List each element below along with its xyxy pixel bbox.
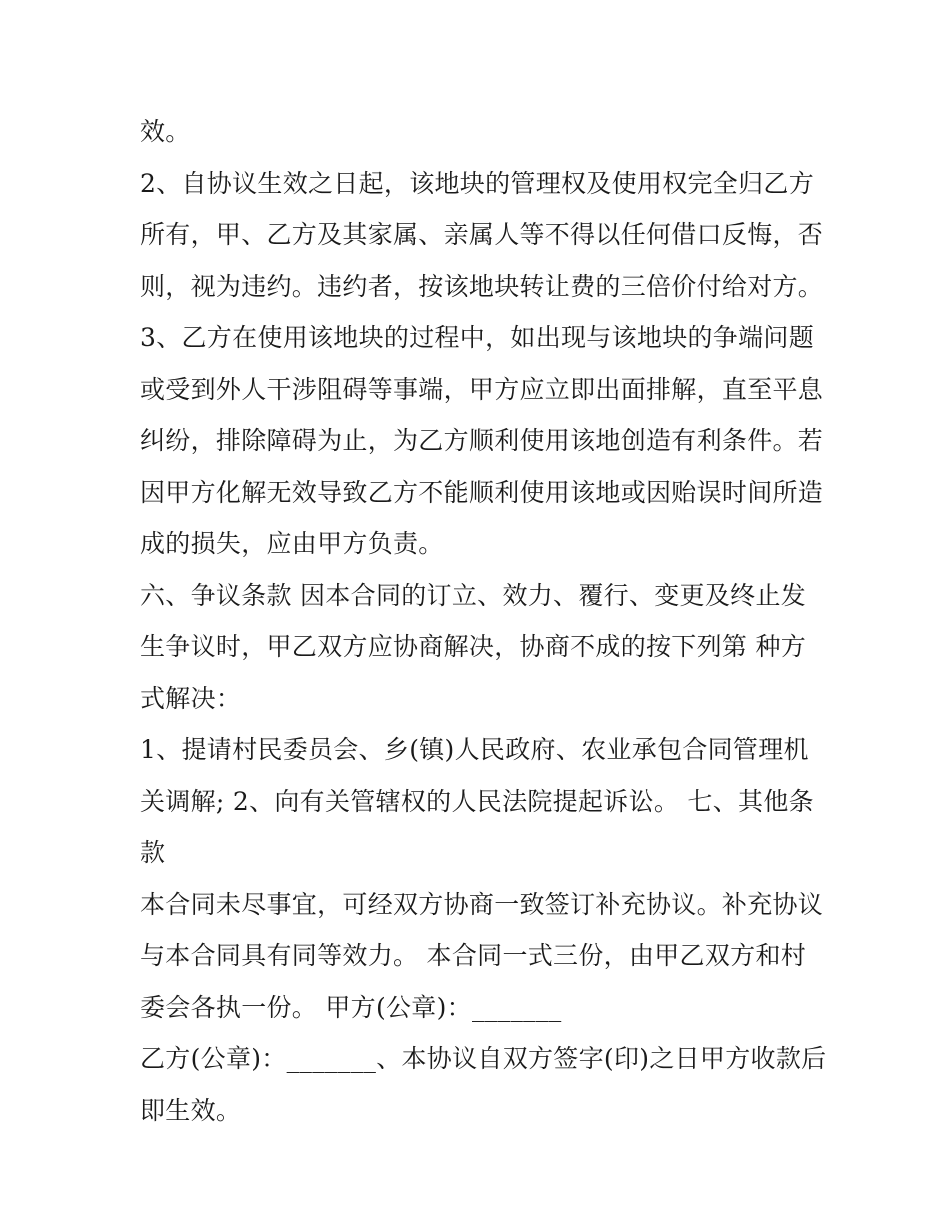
- text-line: 2、自协议生效之日起，该地块的管理权及使用权完全归乙方: [140, 168, 815, 198]
- text-line: 即生效。: [140, 1095, 242, 1125]
- text-line: 与本合同具有同等效力。 本合同一式三份，由甲乙双方和村: [140, 941, 807, 970]
- text-line: 所有，甲、乙方及其家属、亲属人等不得以任何借口反悔，否: [140, 220, 824, 249]
- text-line: 或受到外人干涉阻碍等事端，甲方应立即出面排解，直至平息: [140, 374, 824, 404]
- text-line: 式解决：: [140, 683, 242, 713]
- document-body: [140, 106, 830, 1136]
- text-line: 3、乙方在使用该地块的过程中，如出现与该地块的争端问题: [140, 323, 815, 352]
- signature-line-party-b: 乙方(公章)：_______、本协议自双方签字(印)之日甲方收款后: [140, 1044, 827, 1073]
- text-line: 纠纷，排除障碍为止，为乙方顺利使用该地创造有利条件。若: [140, 426, 824, 455]
- text-line: 因甲方化解无效导致乙方不能顺利使用该地或因贻误时间所造: [140, 477, 824, 507]
- text-line: 效。: [140, 117, 191, 146]
- section-heading-line: 六、争议条款 因本合同的订立、效力、覆行、变更及终止发: [140, 580, 807, 610]
- text-line: 则，视为违约。违约者，按该地块转让费的三倍价付给对方。: [140, 271, 824, 301]
- signature-line-party-a: 委会各执一份。 甲方(公章)：_______: [140, 992, 562, 1022]
- text-line: 成的损失，应由甲方负责。: [140, 529, 444, 558]
- text-line: 关调解; 2、向有关管辖权的人民法院提起诉讼。 七、其他条: [140, 786, 814, 816]
- text-line: 本合同未尽事宜，可经双方协商一致签订补充协议。补充协议: [140, 889, 824, 919]
- text-line: 生争议时，甲乙双方应协商解决，协商不成的按下列第 种方: [140, 632, 807, 661]
- text-line: 1、提请村民委员会、乡(镇)人民政府、农业承包合同管理机: [140, 735, 809, 764]
- text-line: 款: [140, 838, 166, 867]
